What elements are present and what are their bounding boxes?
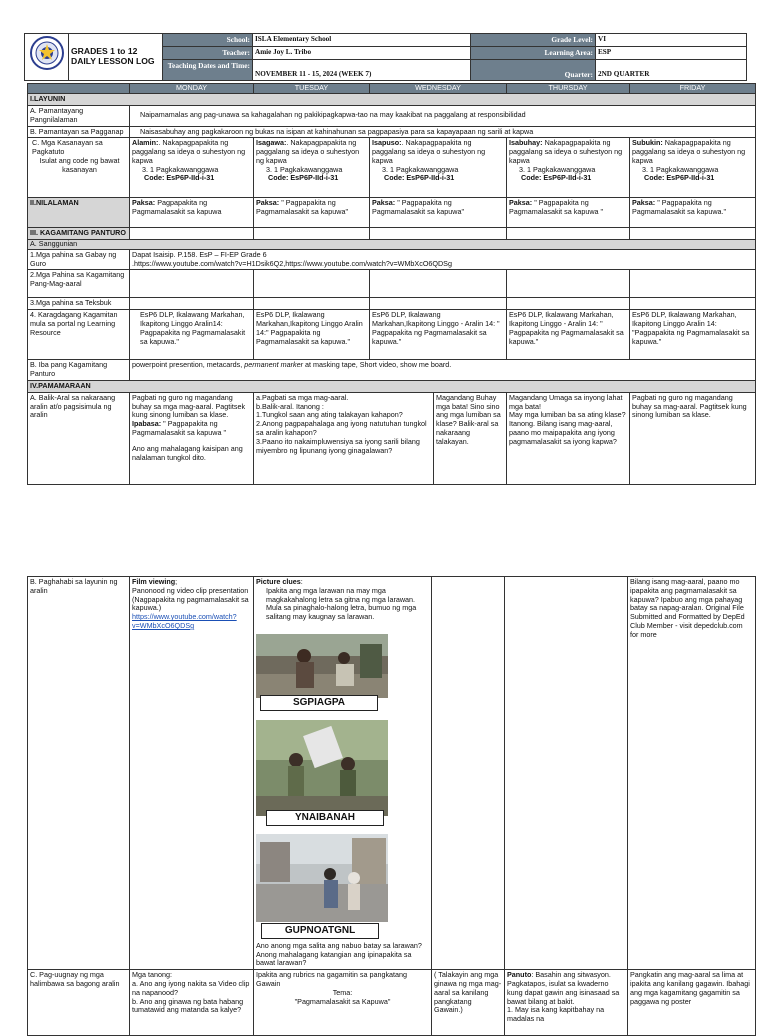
paksa-label: Paksa: (632, 198, 656, 208)
film-text-2: (Nagpapakita ng pagmamalasakit sa kapuwa.) (132, 594, 249, 613)
paksa-text: Pagpapakita ng Pagmamalasakit sa kapuwa (132, 198, 222, 217)
kasanayan-sub: 3. 1 Pagkakawanggawa (642, 164, 719, 174)
row-label-iba-pang-kagamitan: B. Iba pang Kagamitang Panturo (28, 360, 130, 381)
row-label-karagdagang-kagamitan: 4. Karagdagang Kagamitan mula sa portal ng Learning Resource (28, 310, 130, 360)
balik-aral-monday (130, 392, 254, 484)
karagdagan-wednesday: EsP6 DLP, Ikalawang Markahan,Ikapitong Linggo - Aralin 14: " Pagpapakita ng Pagmamalasakit sa kapuwa." (370, 310, 507, 360)
kasanayan-sub: 3. 1 Pagkakawanggawa (382, 164, 459, 174)
pag-tue-line-1: Ipakita ang rubrics na gagamitin sa pangkatang Gawain (256, 970, 408, 989)
pag-uugnay-wednesday: ( Talakayin ang mga ginawa ng mga mag-aaral sa kanilang pangkatang Gawain.) (432, 970, 505, 1036)
grade-value: VI (596, 34, 747, 47)
balik-aral-tuesday (254, 392, 434, 484)
iba-text-italic: permanent marker (244, 360, 304, 370)
paksa-label: Paksa: (256, 198, 280, 208)
iba-text-b: at masking tape, Short video, show me board. (303, 360, 452, 370)
row-label-gabay-ng-guro: 1.Mga pahina sa Gabay ng Guro (28, 249, 130, 270)
pag-mon-line: Mga tanong: (132, 970, 172, 980)
karagdagan-tuesday: EsP6 DLP, Ikalawang Markahan,Ikapitong Linggo Aralin 14:" Pagpapakita ng Pagmamalasakit sa kapuwa." (254, 310, 370, 360)
paksa-text: " Pagpapakita ng Pagmamalasakit sa kapuwa " (509, 198, 604, 217)
sanggunian-label: A. Sanggunian (28, 240, 756, 250)
picture-clue-3 (256, 834, 388, 942)
pag-tue-tema-text: "Pagmamalasakit sa Kapuwa" (294, 996, 391, 1006)
pamantayang-pangnilalaman-text: Naipamamalas ang pag-unawa sa kahagalahan ng pakikipagkapwa-tao na may kaakibat na paggalang at responsibilidad (130, 106, 756, 127)
row-label-pamantayang-pangnilalaman: A. Pamantayang Pangnilalaman (28, 106, 130, 127)
kasanayan-tag: Subukin: (632, 138, 663, 148)
day-friday: FRIDAY (630, 84, 756, 94)
ipabasa-label: Ipabasa: (132, 419, 162, 429)
balik-thu-line: Magandang Umaga sa inyong lahat mga bata! (509, 392, 623, 411)
paksa-tuesday (254, 198, 370, 228)
balik-mon-line1: Pagbati ng guro ng magandang buhay sa mga mag-aaral. Pagtitsek kung sinong lumiban sa klase. (132, 392, 246, 420)
pamantayan-pagganap-text: Naisasabuhay ang pagkakaroon ng bukas na isipan at kahinahunan sa pagpapasiya para sa kapayapaan ng sarili at kapwa (130, 126, 756, 138)
balik-aral-wednesday: Magandang Buhay mga bata! Sino sino ang mga lumiban sa klase? Balik-aral sa nakaraang talakayan. (434, 392, 507, 484)
picture-question-1: Ano anong mga salita ang nabuo batay sa larawan? (256, 940, 422, 950)
row-label-pag-uugnay: C. Pag-uugnay ng mga halimbawa sa bagong aralin (28, 970, 130, 1036)
gabay-line-1: Dapat Isaisip. P.158. EsP – FI-EP Grade 6 (132, 249, 267, 259)
day-thursday: THURSDAY (507, 84, 630, 94)
balik-mon-line3: Ano ang mahalagang kaisipan ang nalalaman tungkol dito. (132, 443, 243, 462)
karagdagan-friday: EsP6 DLP, Ikalawang Markahan, Ikapitong Linggo Aralin 14: "Pagpapakita ng Pagmamalasakit sa kapuwa." (630, 310, 756, 360)
pag-uugnay-tuesday (254, 970, 432, 1036)
picture-clues-label: Picture clues (256, 577, 301, 586)
panuto-text: : Basahin ang sitwasyon. Pagkatapos, isulat sa kwaderno kung dapat gawin ang isinasaad sa bawat bilang at bakit. (507, 970, 620, 1006)
pag-mon-line: b. Ano ang ginawa ng bata habang tumatawid ang matanda sa kalye? (132, 996, 244, 1015)
dates-label: Teaching Dates and Time: (163, 60, 253, 81)
gabay-line-2: .https://www.youtube.com/watch?v=H1Dsik6Q2,https://www.youtube.com/watch?v=WMbXcO6QDSg (132, 258, 452, 268)
kasanayan-text: Nakapagpapakita ng paggalang sa ideya o suhestyon ng kapwa (632, 138, 746, 165)
deped-seal-logo (25, 34, 69, 81)
school-value: ISLA Elementary School (253, 34, 471, 47)
day-wednesday: WEDNESDAY (370, 84, 507, 94)
kasanayan-text: . Nakapagpapakita ng paggalang sa ideya o suhestyon ng kapwa (256, 138, 360, 165)
paghahabi-wednesday (432, 577, 505, 970)
paghahabi-monday: Film viewing; Panonood ng video clip presentation (Nagpapakita ng pagmamalasakit sa kapuwa.) https://www.youtube.com/watch?v=WMbXcO6QDSg (130, 577, 254, 970)
paksa-label: Paksa: (509, 198, 533, 208)
paksa-thursday (507, 198, 630, 228)
picture-clues-text-1: Ipakita ang mga larawan na may mga magkakahalong letra sa gitna ng mga larawan. (266, 585, 416, 604)
kasanayan-tag: Isabuhay: (509, 138, 543, 148)
day-monday: MONDAY (130, 84, 254, 94)
pag-uugnay-thursday (505, 970, 628, 1036)
balik-thu-line: May mga lumiban ba sa ating klase? (509, 410, 626, 420)
pag-uugnay-friday: Pangkatin ang mag-aaral sa lima at ipakita ang kanilang gagawin. Ibahagi ang mga kagamitang gagamitin sa paggawa ng poster (628, 970, 756, 1036)
film-viewing-label: Film viewing (132, 577, 176, 586)
row-label-teksbuk: 3.Mga pahina sa Teksbuk (28, 298, 130, 310)
kasanayan-sub: 3. 1 Pagkakawanggawa (142, 164, 219, 174)
kasanayan-code: Code: EsP6P-IId-i-31 (644, 173, 715, 183)
paksa-friday (630, 198, 756, 228)
section-layunin: I.LAYUNIN (28, 94, 756, 106)
pag-tue-tema: Tema: (332, 987, 353, 997)
kasanayan-tuesday (254, 138, 370, 198)
iba-text-a: powerpoint presention, metacards, (132, 360, 245, 370)
kasanayan-text: Nakapagpapakita ng paggalang sa ideya o suhestyon ng kapwa (509, 138, 623, 165)
kasanayan-tag: Alamin: (132, 138, 159, 148)
pag-thu-item-1: 1. May isa kang kapitbahay na madalas na (507, 1005, 605, 1024)
balik-tue-line: 2.Anong pagpapahalaga ang iyong natutuhan tungkol sa aralin kahapon? (256, 419, 427, 437)
balik-tue-line: a.Pagbati sa mga mag-aaral. (256, 392, 349, 402)
row-label-kasanayan (28, 138, 130, 198)
paksa-text: " Pagpapakita ng Pagmamalasakit sa kapuwa." (632, 198, 727, 217)
balik-aral-friday: Pagbati ng guro ng magandang buhay sa mag-aaral. Pagtitsek kung sinong lumiban sa klase. (630, 392, 756, 484)
panuto-label: Panuto (507, 970, 532, 980)
film-text-1: Panonood ng video clip presentation (132, 585, 249, 595)
kasanayan-tag: Isapuso: (372, 138, 402, 148)
scrambled-word-2: YNAIBANAH (266, 810, 384, 826)
row-label-kagamitang-mag-aaral: 2.Mga Pahina sa Kagamitang Pang-Mag-aaral (28, 270, 130, 298)
row-label-paghahabi: B. Paghahabi sa layunin ng aralin (28, 577, 130, 970)
balik-thu-line: Itanong. Bilang isang mag-aaral, paano mo maipapakita ang iyong pagmamalasakit sa iyong kapwa? (509, 419, 617, 446)
teacher-value: Amie Joy L. Tribo (253, 47, 471, 60)
row-label-pamantayan-pagganap: B. Pamantayan sa Pagganap (28, 126, 130, 138)
kasanayan-wednesday (370, 138, 507, 198)
paksa-label: Paksa: (132, 198, 156, 208)
teacher-label: Teacher: (163, 47, 253, 60)
picture-clue-1 (256, 634, 388, 710)
iba-pang-kagamitan-text (130, 360, 756, 381)
kasanayan-text: . Nakapagpapakita ng paggalang sa ideya o suhestyon ng kapwa (372, 138, 486, 165)
pag-mon-line: a. Ano ang iyong nakita sa Video clip na napanood? (132, 979, 250, 997)
kasanayan-code: Code: EsP6P-IId-i-31 (384, 173, 455, 183)
row-label-balik-aral: A. Balik-Aral sa nakaraang aralin at/o pagsisimula ng aralin (28, 392, 130, 484)
area-value: ESP (596, 47, 747, 60)
kasanayan-monday (130, 138, 254, 198)
youtube-link[interactable]: https://www.youtube.com/watch?v=WMbXcO6QDSg (132, 612, 237, 630)
grade-label: Grade Level: (471, 34, 596, 47)
section-nilalaman: II.NILALAMAN (28, 198, 130, 228)
kasanayan-code: Code: EsP6P-IId-i-31 (144, 173, 215, 183)
paghahabi-tuesday: Picture clues: Ipakita ang mga larawan na may mga magkakahalong letra sa gitna ng mga larawan. Mula sa pinaghalo-halong letra, bumuo ng mga salitang may kaugnay sa larawan. SGPIAGPA YNAIBANAH GUPNOATGNL Ano anong mga salita ang nabuo batay sa larawan? Anong mahalagang katangian ang ipinapakita sa bawat larawan? (254, 577, 432, 970)
document-title: GRADES 1 to 12 DAILY LESSON LOG (69, 34, 163, 81)
kasanayan-text: . Nakapagpapakita ng paggalang sa ideya o suhestyon ng kapwa (132, 138, 246, 165)
paksa-wednesday (370, 198, 507, 228)
street-photo-3 (256, 834, 388, 922)
balik-tue-line: b.Balik-aral. Itanong : (256, 401, 324, 411)
gabay-ng-guro-text (130, 249, 756, 270)
paksa-text: " Pagpapakita ng Pagmamalasakit sa kapuwa" (256, 198, 349, 217)
corner-cell (28, 84, 130, 94)
paksa-monday (130, 198, 254, 228)
kasanayan-friday (630, 138, 756, 198)
scrambled-word-1: SGPIAGPA (260, 695, 378, 711)
picture-question-2: Anong mahalagang katangian ang ipinapakita sa bawat larawan? (256, 949, 412, 968)
scrambled-word-3: GUPNOATGNL (261, 923, 379, 939)
dates-value: NOVEMBER 11 - 15, 2024 (WEEK 7) (253, 60, 471, 81)
kasanayan-sub: 3. 1 Pagkakawanggawa (266, 164, 343, 174)
kasanayan-tag: Isagawa: (256, 138, 287, 148)
section-pamamaraan: IV.PAMAMARAAN (28, 380, 756, 392)
street-photo-1 (256, 634, 388, 698)
karagdagan-thursday: EsP6 DLP, Ikalawang Markahan, Ikapitong Linggo - Aralin 14: " Pagpapakita ng Pagmamalasakit sa kapuwa." (507, 310, 630, 360)
dll-header (24, 33, 747, 81)
quarter-value: 2ND QUARTER (596, 60, 747, 81)
quarter-label: Quarter: (471, 60, 596, 81)
area-label: Learning Area: (471, 47, 596, 60)
kasanayan-code: Code: EsP6P-IId-i-31 (521, 173, 592, 183)
pag-uugnay-monday (130, 970, 254, 1036)
kasanayan-code: Code: EsP6P-IId-i-31 (268, 173, 339, 183)
paghahabi-thursday (505, 577, 628, 970)
paghahabi-friday: Bilang isang mag-aaral, paano mo ipapakita ang pagmamalasakit sa kapuwa? Ipabuo ang mga pahayag batay sa napag-aralan. Original File Submitted and Formatted by DepEd Club Member - visit depedclub.com for more (628, 577, 756, 970)
kasanayan-sub: 3. 1 Pagkakawanggawa (519, 164, 596, 174)
ipabasa-text: " Pagpapakita ng Pagmamalasakit sa kapuwa " (132, 419, 227, 437)
balik-tue-line: 1.Tungkol saan ang ating talakayan kahapon? (256, 410, 403, 420)
lesson-table-page-1 (27, 83, 756, 485)
kasanayan-label: C. Mga Kasanayan sa Pagkatuto (32, 138, 103, 157)
kasanayan-thursday (507, 138, 630, 198)
section-kagamitang-panturo: III. KAGAMITANG PANTURO (28, 228, 130, 240)
paksa-label: Paksa: (372, 198, 396, 208)
picture-clues-text-2: Mula sa pinaghalo-halong letra, bumuo ng mga salitang may kaugnay sa larawan. (266, 603, 417, 622)
kasanayan-sublabel: Isulat ang code ng bawat kasanayan (39, 155, 120, 174)
picture-clue-2 (256, 720, 388, 826)
balik-aral-thursday (507, 392, 630, 484)
karagdagan-monday: EsP6 DLP, Ikalawang Markahan, Ikapitong Linggo Aralin14: Pagpapakita ng Pagmamalasakit sa kapuwa." (130, 310, 254, 360)
lesson-table-page-2 (27, 576, 756, 1036)
day-tuesday: TUESDAY (254, 84, 370, 94)
street-photo-2 (256, 720, 388, 816)
paksa-text: " Pagpapakita ng Pagmamalasakit sa kapuwa" (372, 198, 465, 217)
balik-tue-line: 3.Paano ito nakaimpluwensiya sa iyong sarili bilang miyembro ng lipunang iyong ginagalawan? (256, 436, 420, 455)
school-label: School: (163, 34, 253, 47)
